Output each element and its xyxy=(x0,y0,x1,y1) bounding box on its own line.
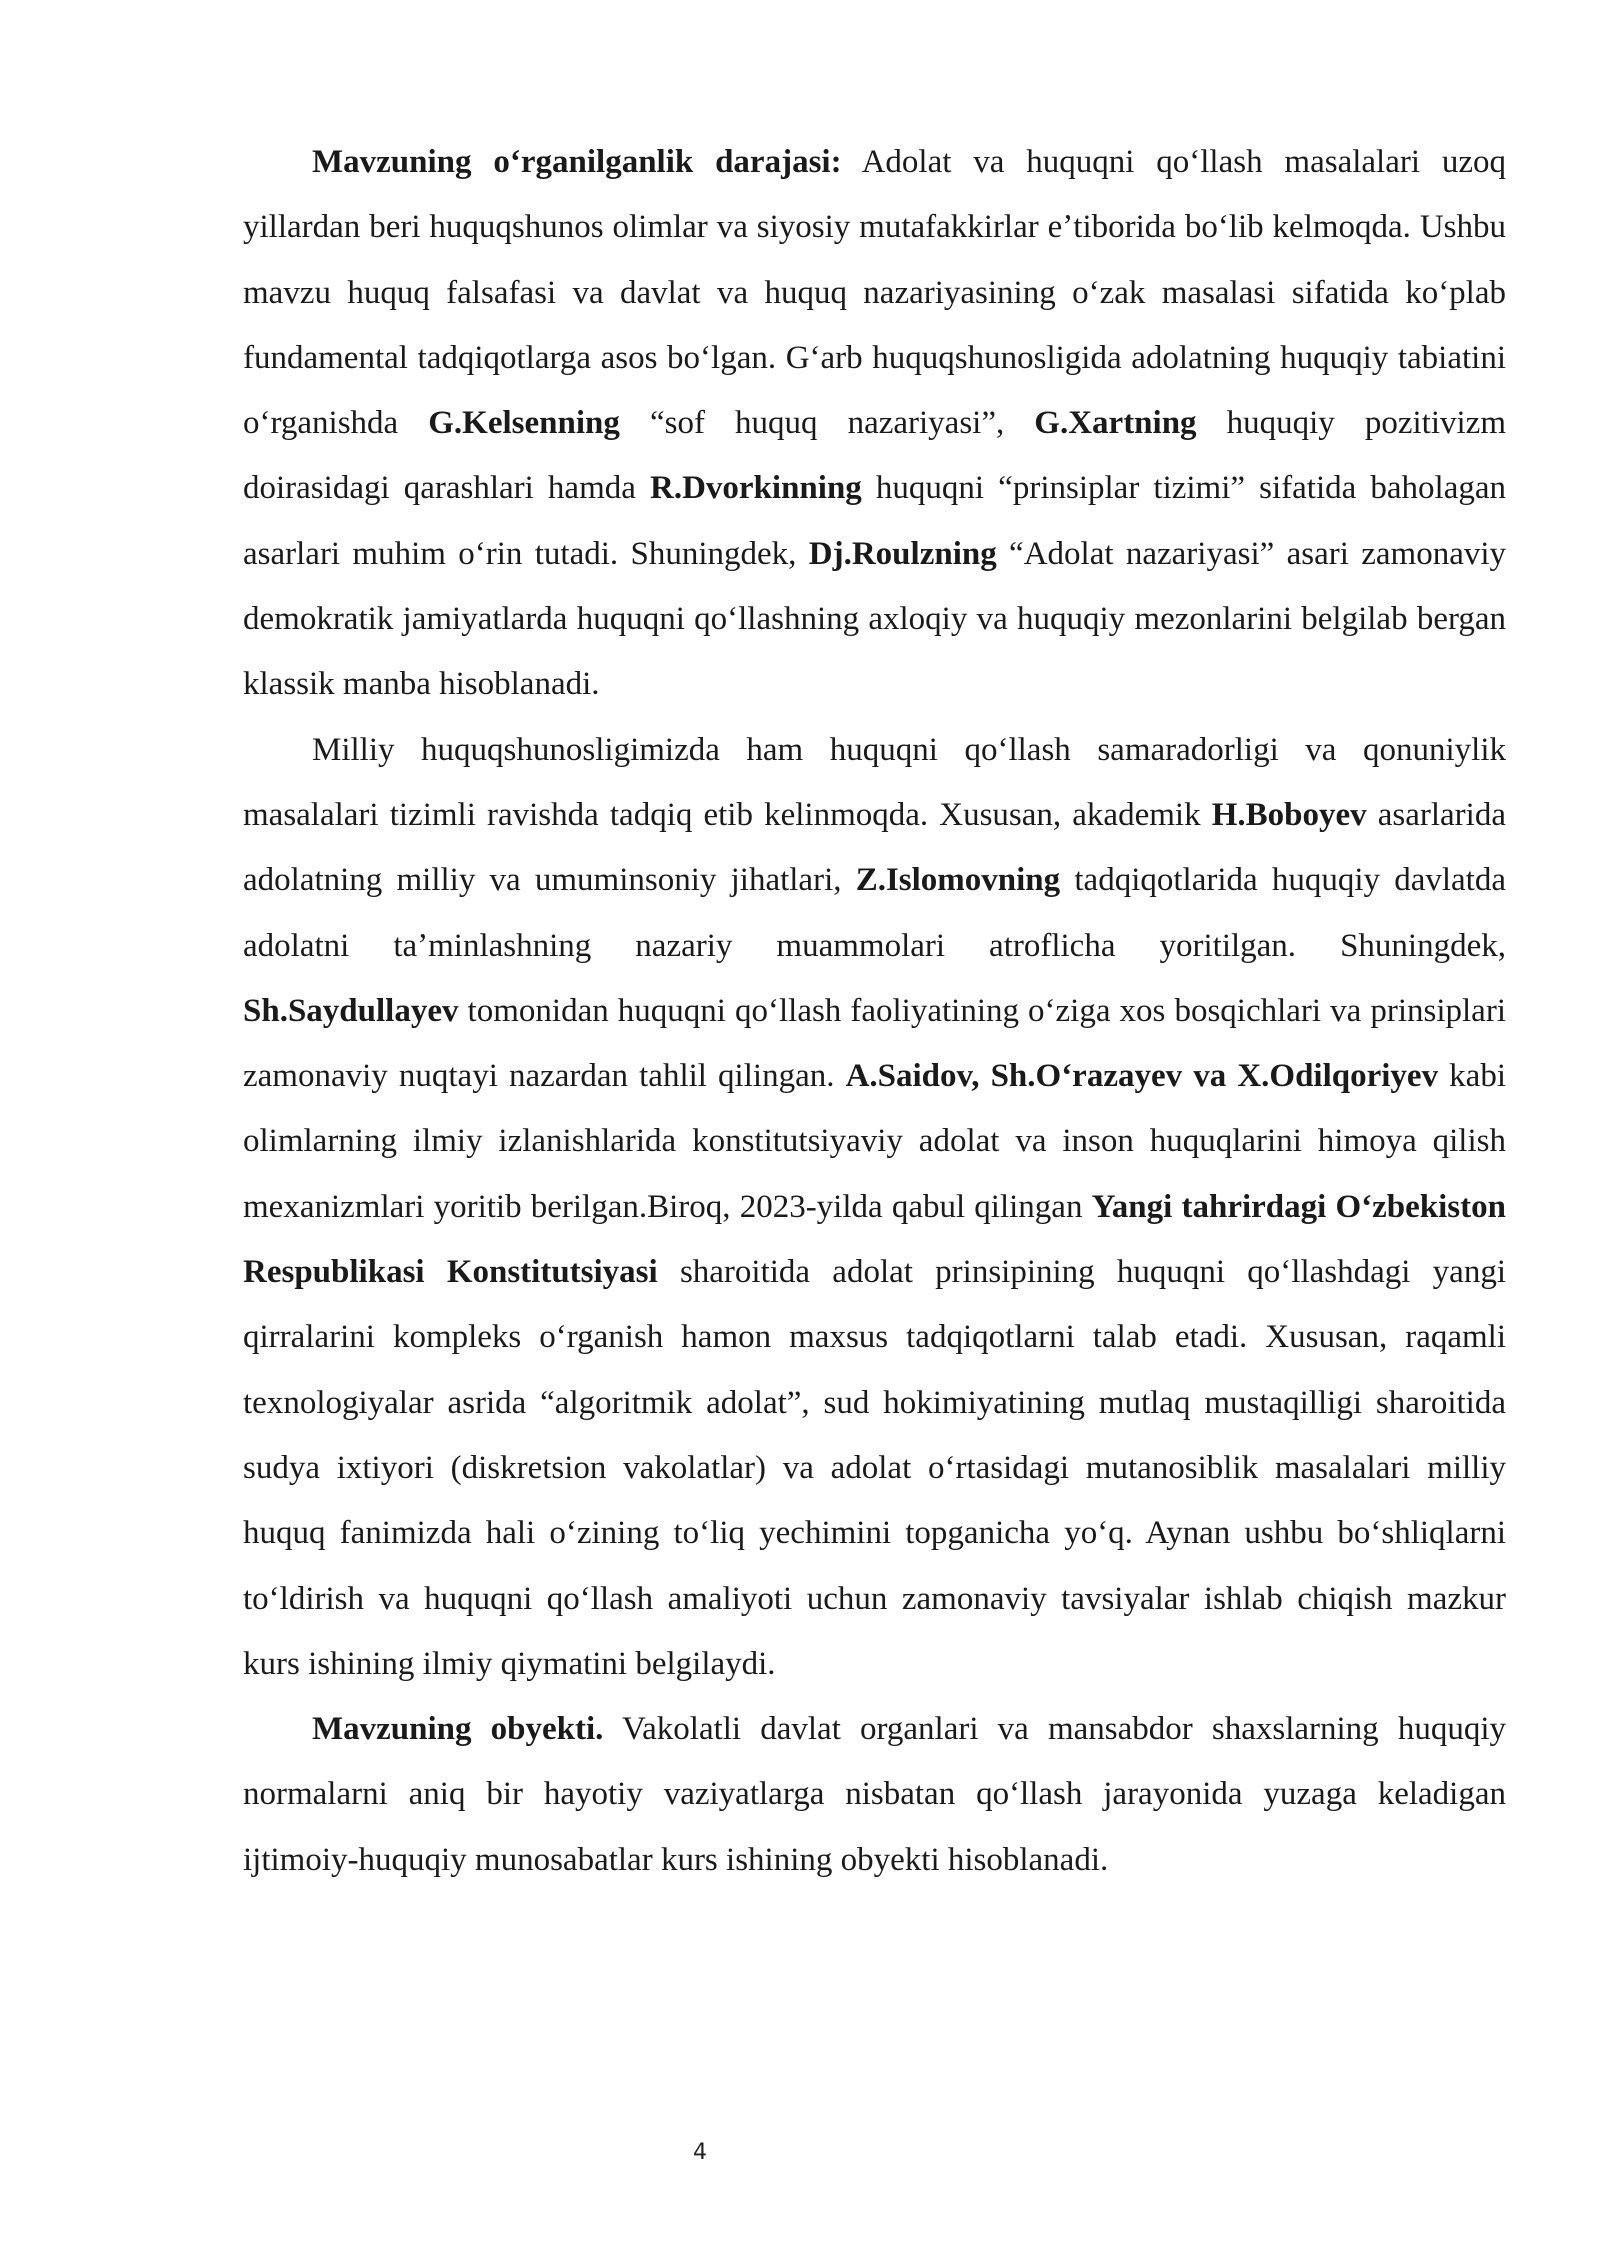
author-name: G.Kelsenning xyxy=(428,405,620,442)
author-name: Z.Islomovning xyxy=(855,862,1061,899)
author-name: Dj.Roulzning xyxy=(808,535,997,572)
author-name: H.Boboyev xyxy=(1211,796,1367,833)
text-run: Milliy huquqshunosligimizda ham huquqni qoʻllash samaradorligi va qonuniylik masalalari tizimli ravishda tadqiq etib kelinmoqda. Xususan, akademik xyxy=(243,731,1506,833)
text-run: sharoitida adolat prinsipining huquqni qoʻllashdagi yangi qirralarini kompleks oʻrganish hamon maxsus tadqiqotlarni talab etadi. Xususan, raqamli texnologiyalar asrida “algoritmik adolat”, sud hokimiyatining mutlaq mustaqilligi sharoitida sudya ixtiyori (diskretsion vakolatlar) va adolat oʻrtasidagi mutanosiblik masalalari milliy huquq fanimizda hali oʻzining toʻliq yechimini topganicha yoʻq. Aynan ushbu boʻshliqlarni toʻldirish va huquqni qoʻllash amaliyoti uchun zamonaviy tavsiyalar ishlab chiqish mazkur kurs ishining ilmiy qiymatini belgilaydi. xyxy=(243,1254,1506,1682)
text-run: tadqiqotlarida huquqiy davlatda adolatni taʼminlashning nazariy muammolari atroflicha yoritilgan. Shuningdek, xyxy=(243,862,1506,964)
author-name: G.Xartning xyxy=(1034,405,1197,442)
text-run: “Adolat nazariyasi” asari zamonaviy demokratik jamiyatlarda huquqni qoʻllashning axloqiy va huquqiy mezonlarini belgilab bergan klassik manba hisoblanadi. xyxy=(243,535,1507,703)
text-run: Vakolatli davlat organlari va mansabdor shaxslarning huquqiy normalarni aniq bir hayotiy vaziyatlarga nisbatan qoʻllash jarayonida yuzaga keladigan ijtimoiy-huquqiy munosabatlar kurs ishining obyekti hisoblanadi. xyxy=(243,1711,1506,1878)
text-run: asarlarida adolatning milliy va umuminsoniy jihatlari, xyxy=(243,796,1506,899)
author-names: A.Saidov, Sh.Oʻrazayev va X.Odilqoriyev xyxy=(845,1058,1439,1095)
text-run: kabi olimlarning ilmiy izlanishlarida konstitutsiyaviy adolat va inson huquqlarini himoya qilish mexanizmlari yoritib berilgan.Biroq, 2023-yilda qabul qilingan xyxy=(243,1058,1506,1225)
paragraph-study-degree xyxy=(243,130,1506,718)
page-number: 4 xyxy=(693,2140,707,2165)
paragraph-object xyxy=(243,1697,1506,1893)
text-run: “sof huquq nazariyasi”, xyxy=(619,405,1035,442)
author-name: Sh.Saydullayev xyxy=(243,992,459,1029)
text-run: Adolat va huquqni qoʻllash masalalari uzoq yillardan beri huquqshunos olimlar va siyosiy mutafakkirlar eʼtiborida boʻlib kelmoqda. Ushbu mavzu huquq falsafasi va davlat va huquq nazariyasining oʻzak masalasi sifatida koʻplab fundamental tadqiqotlarga asos boʻlgan. Gʻarb huquqshunosligida adolatning huquqiy tabiatini oʻrganishda xyxy=(243,144,1506,442)
author-name: R.Dvorkinning xyxy=(650,470,862,507)
document-page xyxy=(243,130,1506,1893)
text-run: huquqiy pozitivizm doirasidagi qarashlari hamda xyxy=(243,405,1507,507)
paragraph-national-research xyxy=(243,718,1506,1697)
constitution-title: Yangi tahrirdagi Oʻzbekiston Respublikasi Konstitutsiyasi xyxy=(243,1188,1506,1291)
heading-run: Mavzuning oʻrganilganlik darajasi: xyxy=(312,144,842,180)
heading-run: Mavzuning obyekti. xyxy=(312,1711,604,1748)
text-run: huquqni “prinsiplar tizimi” sifatida baholagan asarlari muhim oʻrin tutadi. Shuningdek, xyxy=(243,470,1506,572)
text-run: tomonidan huquqni qoʻllash faoliyatining oʻziga xos bosqichlari va prinsiplari zamonaviy nuqtayi nazardan tahlil qilingan. xyxy=(243,992,1506,1095)
